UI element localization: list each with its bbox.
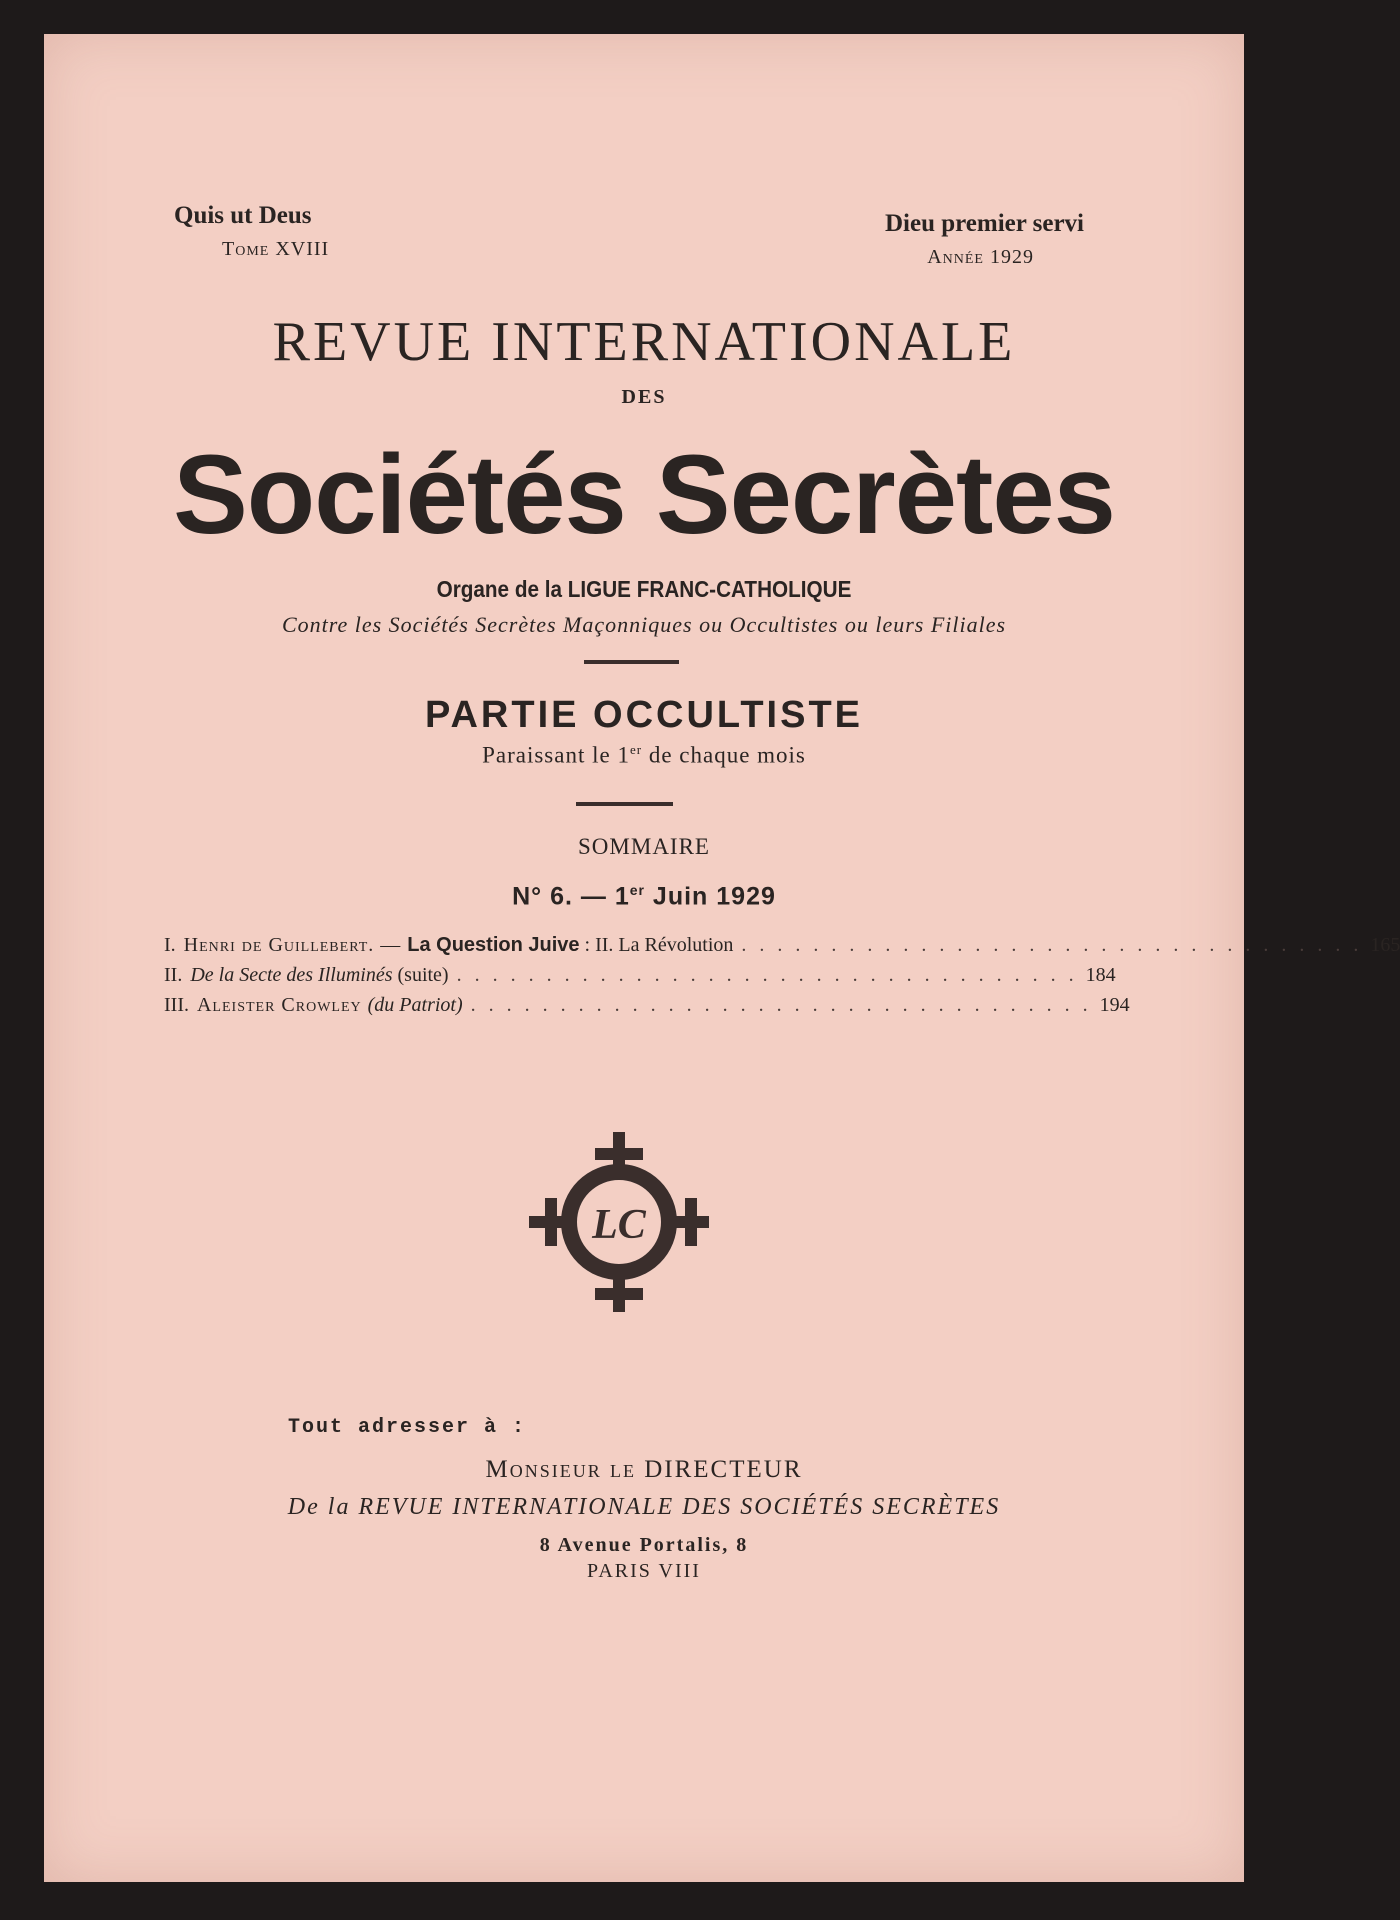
toc-page: 165 xyxy=(1370,934,1400,956)
toc-entry xyxy=(197,994,463,1017)
review-title: REVUE INTERNATIONALE xyxy=(272,311,1016,373)
toc-entry xyxy=(190,964,448,987)
toc-page: 184 xyxy=(1085,964,1116,986)
divider xyxy=(584,660,679,664)
tome-label: Tome XVIII xyxy=(222,238,330,260)
toc-rest: (suite) xyxy=(392,964,449,986)
toc-entry xyxy=(184,934,734,957)
toc-row xyxy=(164,934,1400,964)
recipient-title: Monsieur le xyxy=(485,1456,645,1483)
main-title: Sociétés Secrètes xyxy=(173,432,1115,557)
toc-title: (du Patriot) xyxy=(367,994,463,1016)
frequency-line xyxy=(44,742,1244,769)
section-title: PARTIE OCCULTISTE xyxy=(424,694,864,736)
toc-number: II. xyxy=(164,964,183,986)
toc-title: De la Secte des Illuminés xyxy=(190,964,393,986)
address-intro: Tout adresser à : xyxy=(288,1416,527,1439)
toc-number: I. xyxy=(164,934,176,956)
contre-line: Contre les Sociétés Secrètes Maçonniques ou Occultistes ou leurs Filiales xyxy=(281,612,1007,637)
motto-right: Dieu premier servi xyxy=(884,210,1084,237)
toc-author: Henri de Guillebert. — xyxy=(183,934,408,956)
recipient-line xyxy=(44,1456,1244,1484)
toc-row xyxy=(164,994,1130,1024)
toc-title: La Question Juive xyxy=(407,934,580,956)
table-of-contents xyxy=(164,934,1400,1024)
issue-sup: er xyxy=(629,882,645,898)
journal-cover xyxy=(44,34,1400,1882)
divider xyxy=(576,802,673,806)
recipient-role: DIRECTEUR xyxy=(644,1456,803,1483)
toc-leader: . . . . . . . . . . . . . . . . . . . . . . . . . . . . . . . . . . . xyxy=(456,964,1078,986)
toc-rest: : II. La Révolution xyxy=(579,934,734,956)
toc-row xyxy=(164,964,1116,994)
frequency-text-end: de chaque mois xyxy=(642,742,806,768)
issue-date: Juin 1929 xyxy=(644,882,776,911)
street-address: 8 Avenue Portalis, 8 xyxy=(539,1534,749,1556)
toc-leader: . . . . . . . . . . . . . . . . . . . . . . . . . . . . . . . . . . . xyxy=(470,994,1092,1016)
issue-text: N° 6. — 1 xyxy=(512,882,630,911)
motto-left: Quis ut Deus xyxy=(174,202,312,229)
city-line: PARIS VIII xyxy=(587,1560,701,1582)
review-address-line: De la REVUE INTERNATIONALE DES SOCIÉTÉS SECRÈTES xyxy=(287,1494,1001,1520)
toc-page: 194 xyxy=(1099,994,1130,1016)
frequency-text: Paraissant le 1 xyxy=(482,742,630,768)
organe-line: Organe de la LIGUE FRANC-CATHOLIQUE xyxy=(436,576,852,602)
issue-number xyxy=(44,882,1244,911)
toc-leader: . . . . . . . . . . . . . . . . . . . . . . . . . . . . . . . . . . . xyxy=(741,934,1363,956)
toc-author: Aleister Crowley xyxy=(196,994,368,1016)
frequency-sup: er xyxy=(629,742,643,757)
title-des: DES xyxy=(621,386,667,408)
year-label: Année 1929 xyxy=(927,246,1034,268)
toc-number: III. xyxy=(164,994,189,1016)
emblem-monogram: LC xyxy=(592,1202,646,1248)
cross-emblem-icon xyxy=(509,1112,729,1332)
summary-heading: SOMMAIRE xyxy=(578,834,710,859)
